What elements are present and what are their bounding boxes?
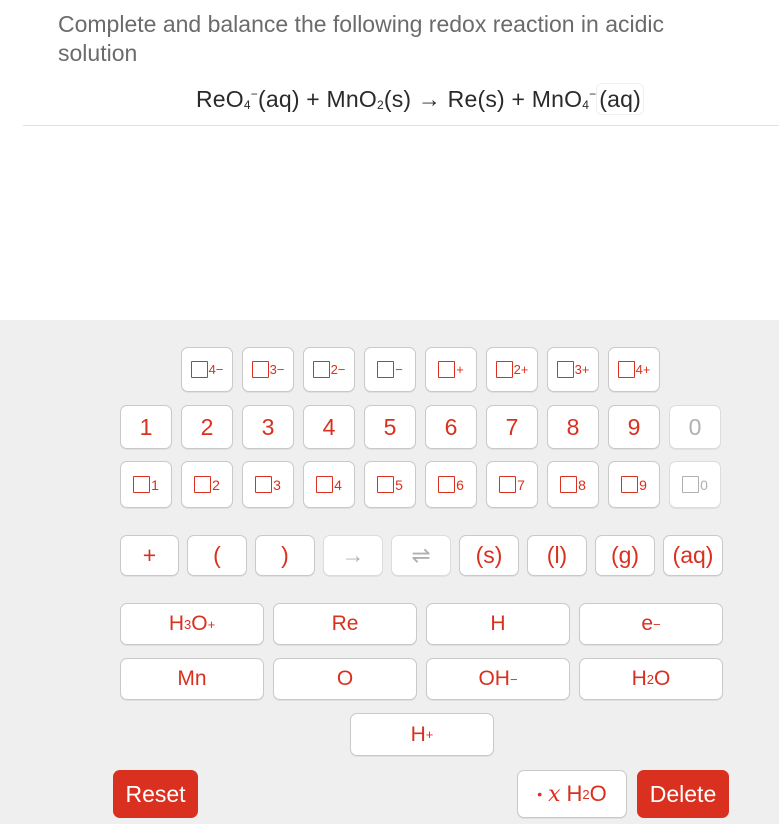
reaction-arrow: → xyxy=(417,86,442,112)
charge-minus-button[interactable]: − xyxy=(364,347,416,392)
digit-5-button[interactable]: 5 xyxy=(364,405,416,449)
plus-sign: + xyxy=(306,86,320,112)
open-paren-button[interactable]: ( xyxy=(187,535,247,576)
hydrogen-ion-button[interactable]: H + xyxy=(350,713,494,756)
subscript-1-button[interactable]: 1 xyxy=(120,461,172,508)
rhenium-button[interactable]: Re xyxy=(273,603,417,645)
reaction-equation xyxy=(0,86,779,113)
question-text xyxy=(58,10,748,68)
reset-button[interactable]: Reset xyxy=(113,770,198,818)
charge-3plus-button[interactable]: 3+ xyxy=(547,347,599,392)
digit-9-button[interactable]: 9 xyxy=(608,405,660,449)
subscript-5-button[interactable]: 5 xyxy=(364,461,416,508)
charge-4plus-button[interactable]: 4+ xyxy=(608,347,660,392)
state-gas-button[interactable]: (g) xyxy=(595,535,655,576)
subscript-4-button[interactable]: 4 xyxy=(303,461,355,508)
hydronium-button[interactable]: H 3 O + xyxy=(120,603,264,645)
water-button[interactable]: H 2 O xyxy=(579,658,723,700)
chemistry-keypad xyxy=(0,320,779,824)
charge-3minus-button[interactable]: 3− xyxy=(242,347,294,392)
digit-4-button[interactable]: 4 xyxy=(303,405,355,449)
subscript-9-button[interactable]: 9 xyxy=(608,461,660,508)
subscript-2-button[interactable]: 2 xyxy=(181,461,233,508)
manganese-button[interactable]: Mn xyxy=(120,658,264,700)
product-re: Re(s) xyxy=(447,86,505,112)
digit-1-button[interactable]: 1 xyxy=(120,405,172,449)
hydrate-water-button[interactable]: • x H 2 O xyxy=(517,770,627,818)
state-liquid-button[interactable]: (l) xyxy=(527,535,587,576)
plus-sign: + xyxy=(511,86,526,112)
equilibrium-arrow-button[interactable]: ⇌ xyxy=(391,535,451,576)
close-paren-button[interactable]: ) xyxy=(255,535,315,576)
product-mno4: MnO$_4$− (aq) xyxy=(532,86,644,112)
digit-7-button[interactable]: 7 xyxy=(486,405,538,449)
charge-2minus-button[interactable]: 2− xyxy=(303,347,355,392)
reactant-mno2: MnO$_2$(s) xyxy=(326,86,412,112)
state-aqueous-button[interactable]: (aq) xyxy=(663,535,723,576)
reactant-reo4: ReO$_4$−(aq) xyxy=(196,86,300,112)
hydrogen-button[interactable]: H xyxy=(426,603,570,645)
plus-button[interactable]: + xyxy=(120,535,179,576)
digit-6-button[interactable]: 6 xyxy=(425,405,477,449)
delete-button[interactable]: Delete xyxy=(637,770,729,818)
digit-0-button[interactable]: 0 xyxy=(669,405,721,449)
answer-input-area[interactable] xyxy=(0,126,779,320)
arrow-button[interactable]: → xyxy=(323,535,383,576)
state-solid-button[interactable]: (s) xyxy=(459,535,519,576)
hydroxide-button[interactable]: OH − xyxy=(426,658,570,700)
subscript-0-button[interactable]: 0 xyxy=(669,461,721,508)
subscript-6-button[interactable]: 6 xyxy=(425,461,477,508)
charge-4minus-button[interactable]: 4− xyxy=(181,347,233,392)
charge-2plus-button[interactable]: 2+ xyxy=(486,347,538,392)
subscript-3-button[interactable]: 3 xyxy=(242,461,294,508)
digit-3-button[interactable]: 3 xyxy=(242,405,294,449)
electron-button[interactable]: e − xyxy=(579,603,723,645)
question-line: Complete and balance the following redox reaction in acidic solution xyxy=(58,11,665,66)
digit-2-button[interactable]: 2 xyxy=(181,405,233,449)
charge-plus-button[interactable]: + xyxy=(425,347,477,392)
digit-8-button[interactable]: 8 xyxy=(547,405,599,449)
subscript-8-button[interactable]: 8 xyxy=(547,461,599,508)
oxygen-button[interactable]: O xyxy=(273,658,417,700)
subscript-7-button[interactable]: 7 xyxy=(486,461,538,508)
